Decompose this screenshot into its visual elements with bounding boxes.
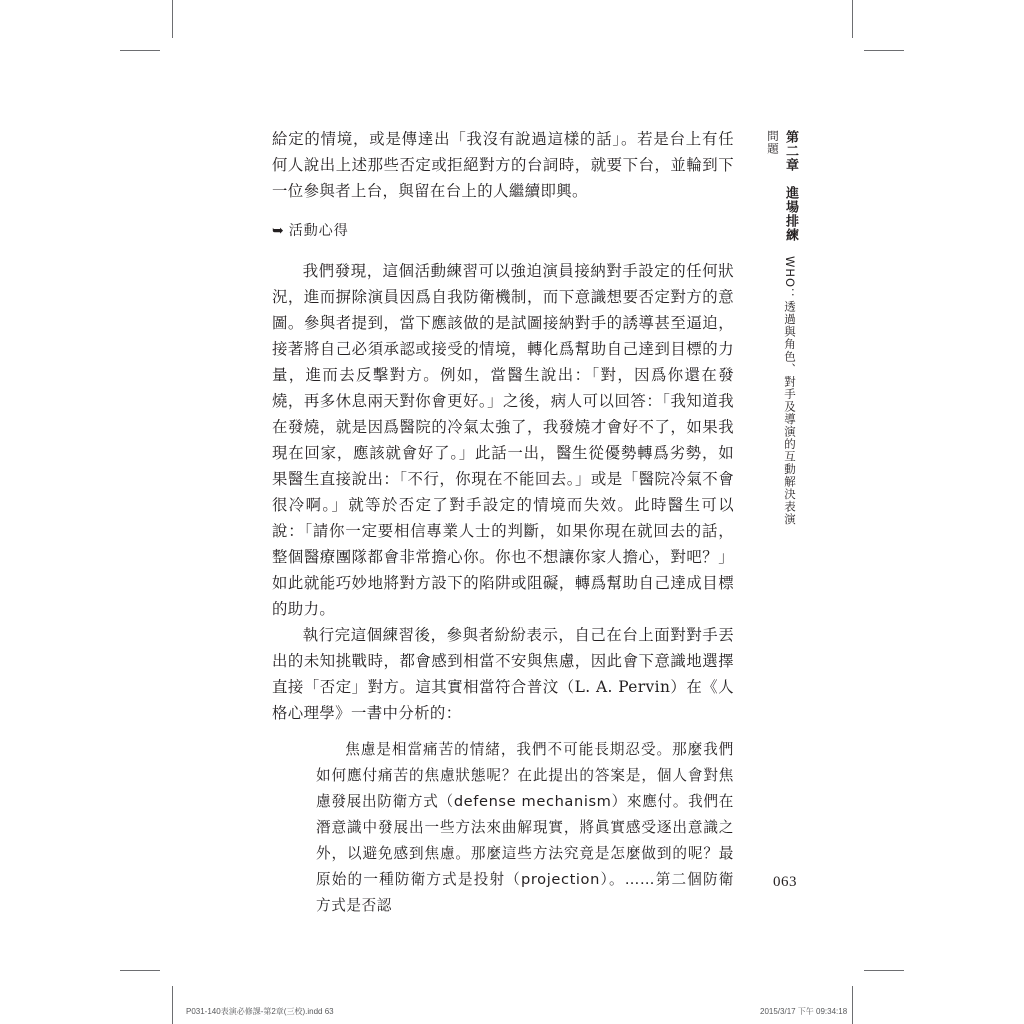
slug-timestamp: 2015/3/17 下午 09:34:18 xyxy=(760,1007,848,1016)
paragraph: 我們發現，這個活動練習可以強迫演員接納對手設定的任何狀況，進而摒除演員因爲自我防衛機制，而下意識想要否定對方的意圖。參與者提到，當下應該做的是試圖接納對手的誘導甚至逼迫，接著將自己必須承認或接受的情境，轉化爲幫助自己達到目標的力量，進而去反擊對方。例如，當醫生說出：「對，因爲你還在發燒，再多休息兩天對你會更好。」之後，病人可以回答：「我知道我在發燒，就是因爲醫院的冷氣太強了，我發燒才會好不了，如果我現在回家，應該就會好了。」此話一出，醫生從優勢轉爲劣勢，如果醫生直接說出：「不行，你現在不能回去。」或是「醫院冷氣不會很冷啊。」就等於否定了對手設定的情境而失效。此時醫生可以說：「請你一定要相信專業人士的判斷，如果你現在就回去的話，整個醫療團隊都會非常擔心你。你也不想讓你家人擔心，對吧？」如此就能巧妙地將對方設下的陷阱或阻礙，轉爲幫助自己達成目標的助力。 xyxy=(272,262,734,618)
arrow-icon: ➥ xyxy=(272,223,285,239)
block-quote xyxy=(316,737,734,919)
quote-paragraph: 焦慮是相當痛苦的情緒，我們不可能長期忍受。那麼我們如何應付痛苦的焦慮狀態呢？在此提出的答案是，個人會對焦慮發展出防衛方式（defense mechanism）來應付。我們在潛意識中發展出一些方法來曲解現實，將眞實感受逐出意識之外，以避免感到焦慮。那麼這些方法究竟是怎麼做到的呢？最原始的一種防衛方式是投射（projection）。……第二個防衛方式是否認 xyxy=(316,741,734,914)
section-heading-label: 活動心得 xyxy=(288,223,349,239)
crop-mark xyxy=(172,986,173,1024)
section-heading xyxy=(272,218,734,244)
slug-filename: P031-140表演必修課-第2章(三校).indd 63 xyxy=(186,1007,334,1016)
paragraph: 給定的情境，或是傳達出「我沒有說過這樣的話」。若是台上有任何人說出上述那些否定或拒絕對方的台詞時，就要下台，並輪到下一位參與者上台，與留在台上的人繼續即興。 xyxy=(272,130,734,200)
crop-mark xyxy=(172,0,173,38)
crop-mark xyxy=(864,970,904,971)
body-text xyxy=(272,126,734,726)
crop-mark xyxy=(852,0,853,38)
crop-mark xyxy=(120,970,160,971)
chapter-number: 第二章 xyxy=(783,130,798,172)
crop-mark xyxy=(852,986,853,1024)
crop-mark xyxy=(120,50,160,51)
running-head xyxy=(766,130,800,530)
page-number: 063 xyxy=(773,874,797,890)
chapter-title: 進場排練 xyxy=(783,186,798,242)
paragraph: 執行完這個練習後，參與者紛紛表示，自己在台上面對對手丟出的未知挑戰時，都會感到相當不安與焦慮，因此會下意識地選擇直接「否定」對方。這其實相當符合普汶（L. A. Pervin）在《人格心理學》一書中分析的： xyxy=(272,626,734,722)
crop-mark xyxy=(864,50,904,51)
chapter-subtitle: WHO：透過與角色、對手及導演的互動解決表演問題 xyxy=(766,130,797,526)
